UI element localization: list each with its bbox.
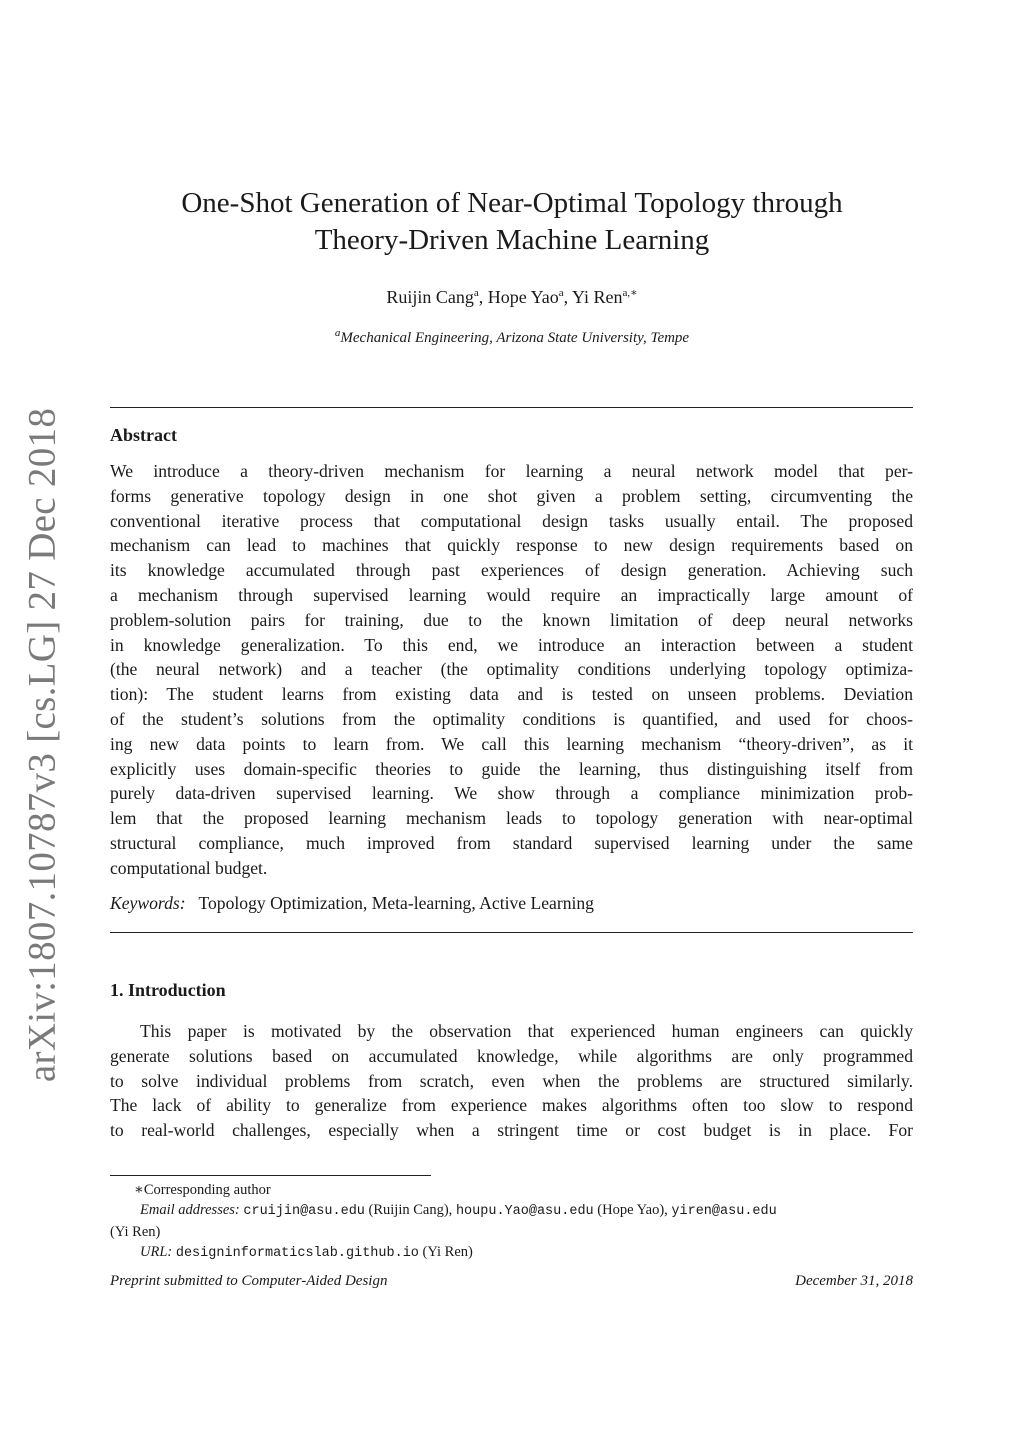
author-mark: a,∗ (622, 287, 638, 299)
text-line: of the student’s solutions from the optimality conditions is quantified, and used for choos- (110, 708, 913, 729)
text-line: lem that the proposed learning mechanism leads to topology generation with near-optimal (110, 808, 913, 829)
text-line: computational budget. (110, 857, 268, 878)
text-line: mechanism can lead to machines that quickly response to new design requirements based on (110, 535, 913, 556)
corresponding-note: ∗Corresponding author (134, 1182, 271, 1198)
email-label: Email addresses: (140, 1202, 240, 1218)
abstract-heading: Abstract (110, 425, 177, 445)
text-line: tion): The student learns from existing data and is tested on unseen problems. Deviation (110, 684, 913, 705)
text-line: purely data-driven supervised learning. We show through a compliance minimization prob- (110, 783, 913, 804)
email-owner: (Hope Yao), (597, 1202, 668, 1218)
emails-line (110, 1200, 913, 1222)
arxiv-identifier: arXiv:1807.10787v3 [cs.LG] 27 Dec 2018 (20, 407, 64, 1083)
footnote (110, 1180, 913, 1264)
email-link[interactable]: yiren@asu.edu (671, 1204, 777, 1219)
title-line: One-Shot Generation of Near-Optimal Topology through (181, 187, 843, 219)
author-name: Yi Ren (572, 287, 623, 307)
intro-body (110, 1019, 913, 1143)
preprint-date: December 31, 2018 (795, 1273, 913, 1289)
author-name: Hope Yao (487, 287, 559, 307)
text-line: ing new data points to learn from. We call this learning mechanism “theory-driven”, as it (110, 733, 913, 754)
author-mark: a (558, 287, 564, 299)
text-line: We introduce a theory-driven mechanism for learning a neural network model that per- (110, 461, 913, 481)
text-line: its knowledge accumulated through past experiences of design generation. Achieving such (110, 560, 913, 581)
affiliation-mark: a (334, 327, 341, 339)
email-owner: (Yi Ren) (110, 1224, 161, 1240)
text-line: in knowledge generalization. To this end, we introduce an interaction between a student (110, 634, 913, 655)
authors: Ruijin Cang$^a$, Hope Yao$^a$, Yi Ren$^{a,∗}$ (386, 287, 638, 307)
text-line: This paper is motivated by the observation that experienced human engineers can quickly (140, 1021, 913, 1041)
divider (110, 407, 913, 408)
text-line: (the neural network) and a teacher (the optimality conditions underlying topology optimiza- (110, 659, 913, 680)
text-line: generate solutions based on accumulated knowledge, while algorithms are only programmed (110, 1045, 913, 1066)
keywords-label: Keywords: (110, 893, 186, 913)
url-link[interactable]: designinformaticslab.github.io (175, 1246, 419, 1261)
paper-title (0, 185, 1024, 259)
text-line: a mechanism through supervised learning would require an impractically large amount of (110, 584, 913, 605)
text-line: The lack of ability to generalize from experience makes algorithms often too slow to respond (110, 1095, 913, 1116)
email-owner: (Ruijin Cang), (368, 1202, 453, 1218)
keywords-text: Topology Optimization, Meta-learning, Active Learning (198, 893, 594, 913)
author-mark: a (473, 287, 479, 299)
footnote-rule (110, 1175, 431, 1176)
author-name: Ruijin Cang (386, 287, 474, 307)
keywords (110, 893, 594, 914)
text-line: to real-world challenges, especially when a stringent time or cost budget is in place. For (110, 1120, 913, 1141)
text-line: explicitly uses domain-specific theories to guide the learning, thus distinguishing itself from (110, 758, 913, 779)
section-heading: 1. Introduction (110, 980, 226, 1000)
text-line: forms generative topology design in one shot given a problem setting, circumventing the (110, 485, 913, 506)
divider (110, 932, 913, 933)
email-link[interactable]: cruijin@asu.edu (243, 1204, 365, 1219)
abstract-body (110, 459, 913, 881)
affiliation (0, 327, 1024, 347)
text-line: to solve individual problems from scratch, even when the problems are structured similarly. (110, 1070, 913, 1091)
affiliation-text: Mechanical Engineering, Arizona State University, Tempe (340, 330, 690, 346)
text-line: conventional iterative process that computational design tasks usually entail. The proposed (110, 510, 913, 531)
url-owner: (Yi Ren) (422, 1244, 473, 1260)
text-line: structural compliance, much improved from standard supervised learning under the same (110, 832, 913, 853)
text-line: problem-solution pairs for training, due to the known limitation of deep neural networks (110, 609, 913, 630)
email-link[interactable]: houpu.Yao@asu.edu (455, 1204, 594, 1219)
preprint-note: Preprint submitted to Computer-Aided Design (110, 1273, 388, 1289)
title-line: Theory-Driven Machine Learning (314, 224, 710, 256)
url-label: URL: (140, 1244, 173, 1260)
